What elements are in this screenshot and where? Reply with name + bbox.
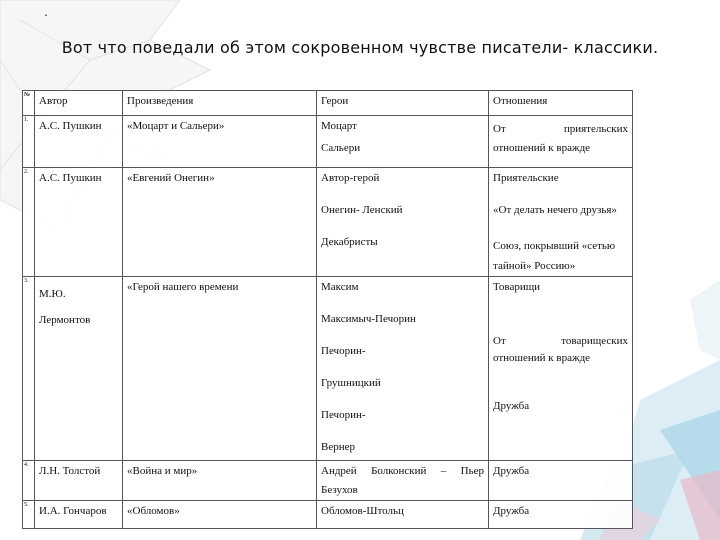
author-cell: И.А. Гончаров: [39, 505, 107, 517]
hero-cell: Обломов-Штольц: [321, 505, 404, 517]
table-header-row: [23, 91, 633, 116]
header-author: Автор: [35, 91, 123, 116]
relation-cell: Приятельские «От делать нечего друзья» Союз, покрывший «сетью тайной» Россию»: [493, 172, 617, 272]
table-row: [23, 168, 633, 277]
author-cell: А.С. Пушкин: [39, 172, 102, 184]
work-cell: «Обломов»: [127, 505, 180, 517]
author-cell: А.С. Пушкин: [39, 120, 102, 132]
row-number: 2.: [24, 169, 29, 175]
table-row: [23, 277, 633, 461]
row-number: 1.: [24, 117, 29, 123]
hero-cell: Андрей Болконский – Пьер Безухов: [321, 465, 484, 496]
work-cell: «Герой нашего времени: [127, 281, 239, 293]
table-row: [23, 501, 633, 529]
header-hero: Герои: [317, 91, 489, 116]
relation-cell: Товарищи От товарищеских отношений к вражде Дружба: [493, 281, 628, 412]
author-cell: Л.Н. Толстой: [39, 465, 101, 477]
table-row: [23, 116, 633, 168]
row-number: 4.: [24, 462, 29, 468]
hero-cell: Максим Максимыч-Печорин Печорин- Грушницкий Печорин- Вернер: [321, 281, 416, 453]
relation-cell: Дружба: [493, 505, 530, 517]
header-num: №: [23, 91, 35, 116]
header-work: Произведения: [123, 91, 317, 116]
row-number: 5.: [24, 502, 29, 508]
relation-cell: Дружба: [493, 465, 530, 477]
slide-dot: .: [44, 3, 48, 19]
work-cell: «Моцарт и Сальери»: [127, 120, 225, 132]
author-cell: М.Ю. Лермонтов: [39, 288, 91, 326]
hero-cell: Автор-герой Онегин- Ленский Декабристы: [321, 172, 403, 248]
table-row: [23, 461, 633, 501]
hero-cell: Моцарт Сальери: [321, 120, 361, 154]
row-number: 3.: [24, 278, 29, 284]
writers-table: [22, 90, 633, 529]
header-relation: Отношения: [489, 91, 633, 116]
relation-cell: От приятельских отношений к вражде: [493, 123, 628, 154]
slide-title: Вот что поведали об этом сокровенном чувстве писатели- классики.: [61, 38, 659, 57]
work-cell: «Евгений Онегин»: [127, 172, 215, 184]
work-cell: «Война и мир»: [127, 465, 198, 477]
